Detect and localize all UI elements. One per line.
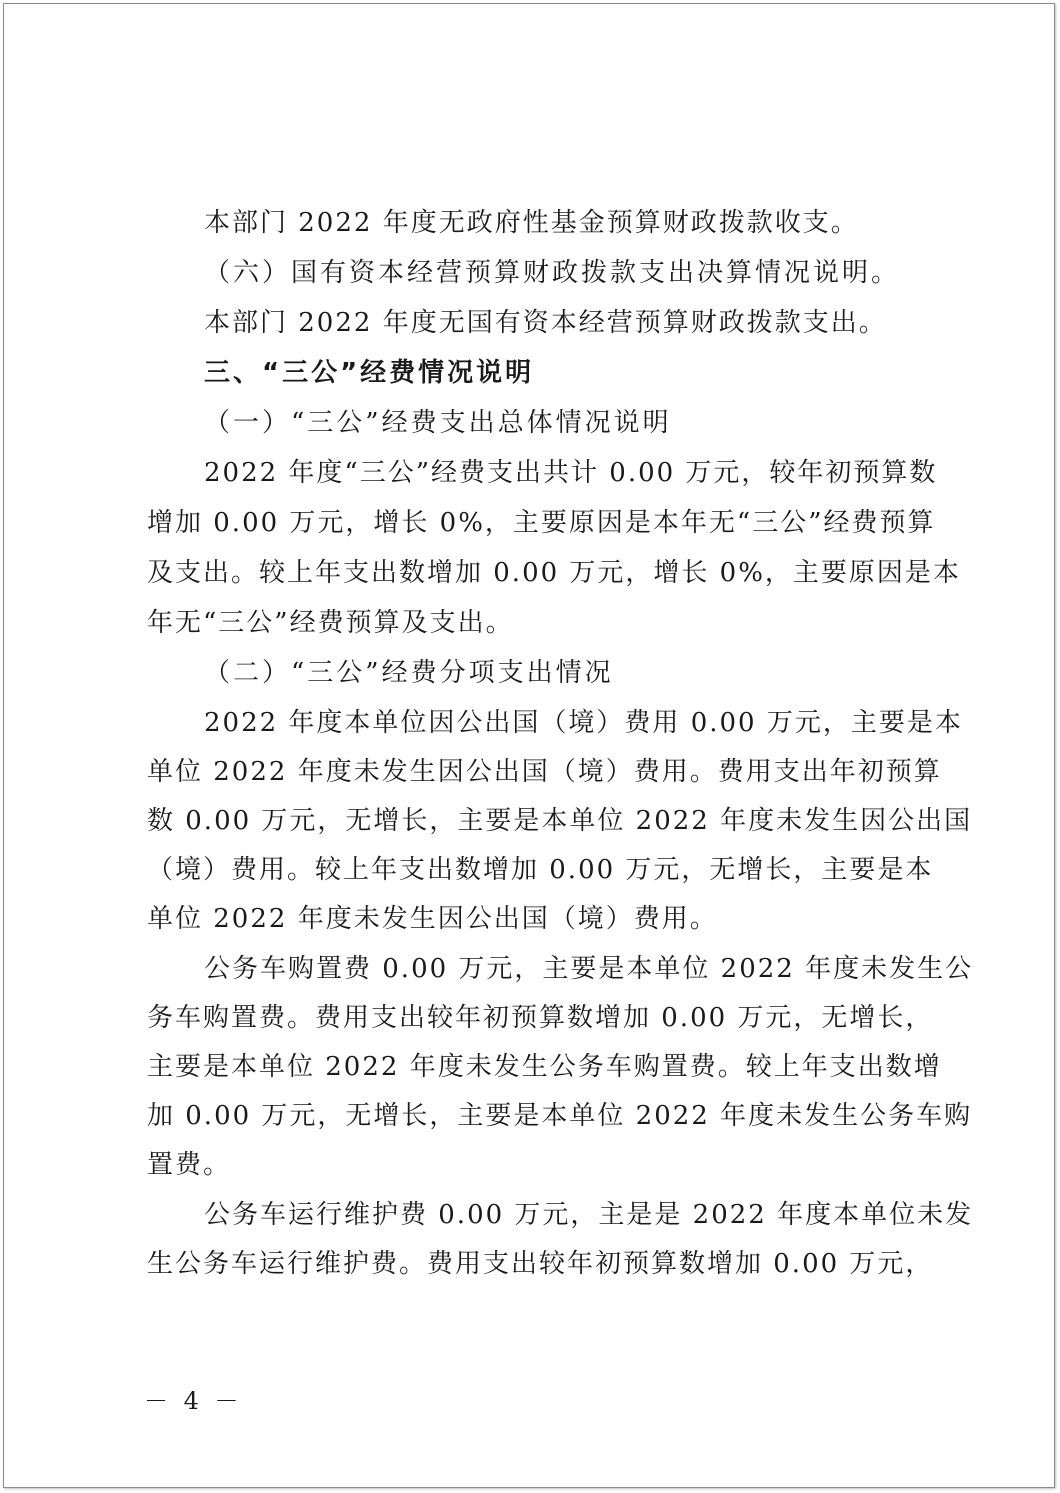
paragraph-line: 2022 年度本单位因公出国（境）费用 0.00 万元，主要是本 [204, 708, 963, 738]
paragraph-line: 务车购置费。费用支出较年初预算数增加 0.00 万元，无增长， [147, 1003, 934, 1033]
chapter-heading-3: 三、“三公”经费情况说明 [204, 358, 535, 388]
paragraph-line: 年无“三公”经费预算及支出。 [147, 608, 514, 638]
paragraph-line: 单位 2022 年度未发生因公出国（境）费用。费用支出年初预算 [147, 757, 942, 787]
section-heading-1: （一）“三公”经费支出总体情况说明 [204, 408, 672, 438]
paragraph-line: 2022 年度“三公”经费支出共计 0.00 万元，较年初预算数 [204, 458, 938, 488]
page [3, 3, 1055, 1488]
paragraph-line: 单位 2022 年度未发生因公出国（境）费用。 [147, 904, 718, 934]
section-heading-6: （六）国有资本经营预算财政拨款支出决算情况说明。 [204, 258, 901, 288]
paragraph-line: 生公务车运行维护费。费用支出较年初预算数增加 0.00 万元， [147, 1249, 934, 1279]
page-number: － 4 － [144, 1387, 243, 1415]
paragraph-line: 置费。 [147, 1150, 232, 1180]
paragraph-line: 本部门 2022 年度无国有资本经营预算财政拨款支出。 [204, 308, 887, 338]
paragraph-line: 数 0.00 万元，无增长，主要是本单位 2022 年度未发生因公出国 [147, 806, 973, 836]
paragraph-line: 本部门 2022 年度无政府性基金预算财政拨款收支。 [204, 208, 859, 238]
section-heading-2: （二）“三公”经费分项支出情况 [204, 658, 614, 688]
paragraph-line: 增加 0.00 万元，增长 0%，主要原因是本年无“三公”经费预算 [147, 508, 936, 538]
paragraph-line: （境）费用。较上年支出数增加 0.00 万元，无增长，主要是本 [147, 855, 934, 885]
paragraph-line: 公务车购置费 0.00 万元，主要是本单位 2022 年度未发生公 [204, 954, 974, 984]
paragraph-line: 及支出。较上年支出数增加 0.00 万元，增长 0%，主要原因是本 [147, 558, 961, 588]
paragraph-line: 主要是本单位 2022 年度未发生公务车购置费。较上年支出数增 [147, 1052, 942, 1082]
paragraph-line: 公务车运行维护费 0.00 万元，主是是 2022 年度本单位未发 [204, 1200, 974, 1230]
paragraph-line: 加 0.00 万元，无增长，主要是本单位 2022 年度未发生公务车购 [147, 1101, 973, 1131]
